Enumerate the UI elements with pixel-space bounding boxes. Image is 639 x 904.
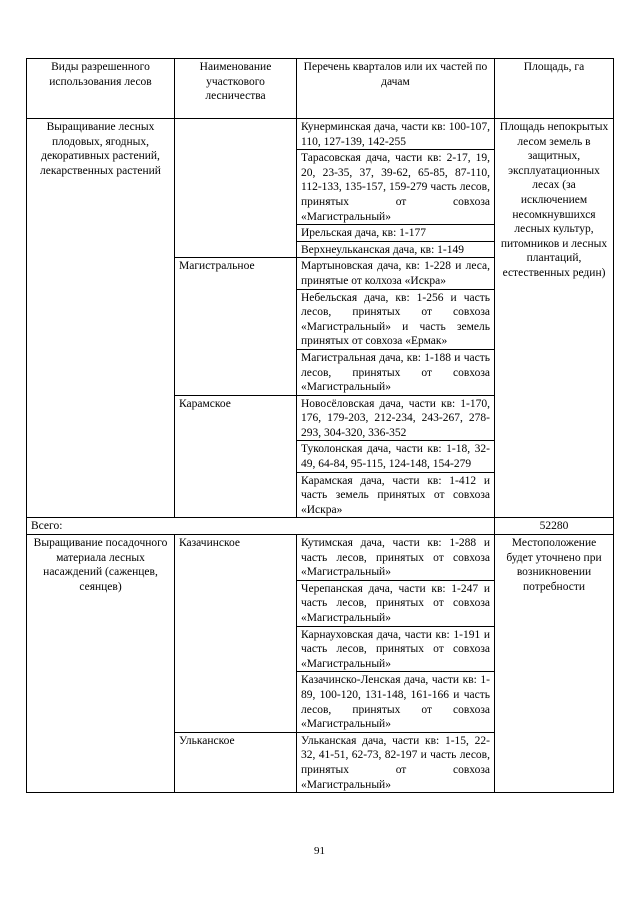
quarter-item: Тарасовская дача, части кв: 2-17, 19, 20, 23-35, 37, 39-62, 65-85, 87-110, 112-133, 135-157, 159-279 часть лесов, принятых от совхоза «Магистральный» [297,150,494,225]
total-value: 52280 [495,518,614,535]
forestry-kazachinskoe: Казачинское [175,535,297,733]
header-forestry: Наименование участкового лесничества [175,59,297,119]
section2-quarters-group1 [297,535,495,733]
section2-area-note: Местоположение будет уточнено при возникновении потребности [495,535,614,793]
forestry-karamskoe: Карамское [175,395,297,518]
quarter-item: Казачинско-Ленская дача, части кв: 1-89, 100-120, 131-148, 161-166 и часть лесов, принятых от совхоза «Магистральный» [297,672,494,732]
header-row [27,59,614,119]
header-area: Площадь, га [495,59,614,119]
section2-row-kazachinskoe [27,535,614,733]
section1-quarters-group2 [297,258,495,395]
page-number: 91 [314,845,325,857]
section2-quarters-group2 [297,732,495,792]
quarter-item: Новосёловская дача, части кв: 1-170, 176, 179-203, 212-234, 243-267, 278-293, 304-320, 336-352 [301,397,490,439]
quarter-item: Ульканская дача, части кв: 1-15, 22-32, 41-51, 62-73, 82-197 и часть лесов, принятых от совхоза «Магистральный» [301,734,490,791]
section1-quarters-group1 [297,119,495,258]
header-quarters: Перечень кварталов или их частей по дачам [297,59,495,119]
forestry-ulkanskoe: Ульканское [175,732,297,792]
section1-quarters-group3 [297,395,495,518]
quarter-item: Верхнеульканская дача, кв: 1-149 [297,241,494,257]
quarter-item: Карнауховская дача, части кв: 1-191 и часть лесов, принятых от совхоза «Магистральный» [297,626,494,672]
section2-use-type: Выращивание посадочного материала лесных насаждений (саженцев, сеянцев) [27,535,175,793]
quarter-item: Ирельская дача, кв: 1-177 [297,225,494,242]
section1-area-note: Площадь непокрытых лесом земель в защитных, эксплуатационных лесах (за исключением несомкнувшихся лесных культур, питомников и лесных плантаций, естественных редин) [495,119,614,518]
section1-use-type: Выращивание лесных плодовых, ягодных, декоративных растений, лекарственных растений [27,119,175,518]
quarter-item: Кунерминская дача, части кв: 100-107, 110, 127-139, 142-255 [301,121,490,148]
quarter-item: Мартыновская дача, кв: 1-228 и леса, принятые от колхоза «Искра» [301,260,490,287]
quarter-item: Кутимская дача, части кв: 1-288 и часть лесов, принятых от совхоза «Магистральный» [301,537,490,579]
section1-forestry-blank [175,119,297,258]
header-use-type: Виды разрешенного использования лесов [27,59,175,119]
quarter-item: Карамская дача, части кв: 1-412 и часть земель принятых от совхоза «Искра» [297,472,494,517]
quarter-item: Небельская дача, кв: 1-256 и часть лесов, принятых от совхоза «Магистральный» и часть земель принятых от совхоза «Ермак» [297,289,494,349]
forest-use-table [26,58,614,793]
quarter-item: Туколонская дача, части кв: 1-18, 32-49, 64-84, 95-115, 124-148, 154-279 [297,441,494,472]
total-label: Всего: [27,518,495,535]
total-row [27,518,614,535]
forestry-magistralnoe: Магистральное [175,258,297,395]
quarter-item: Черепанская дача, части кв: 1-247 и часть лесов, принятых от совхоза «Магистральный» [297,580,494,626]
quarter-item: Магистральная дача, кв: 1-188 и часть лесов, принятых от совхоза «Магистральный» [297,349,494,394]
section1-row-unnamed [27,119,614,258]
